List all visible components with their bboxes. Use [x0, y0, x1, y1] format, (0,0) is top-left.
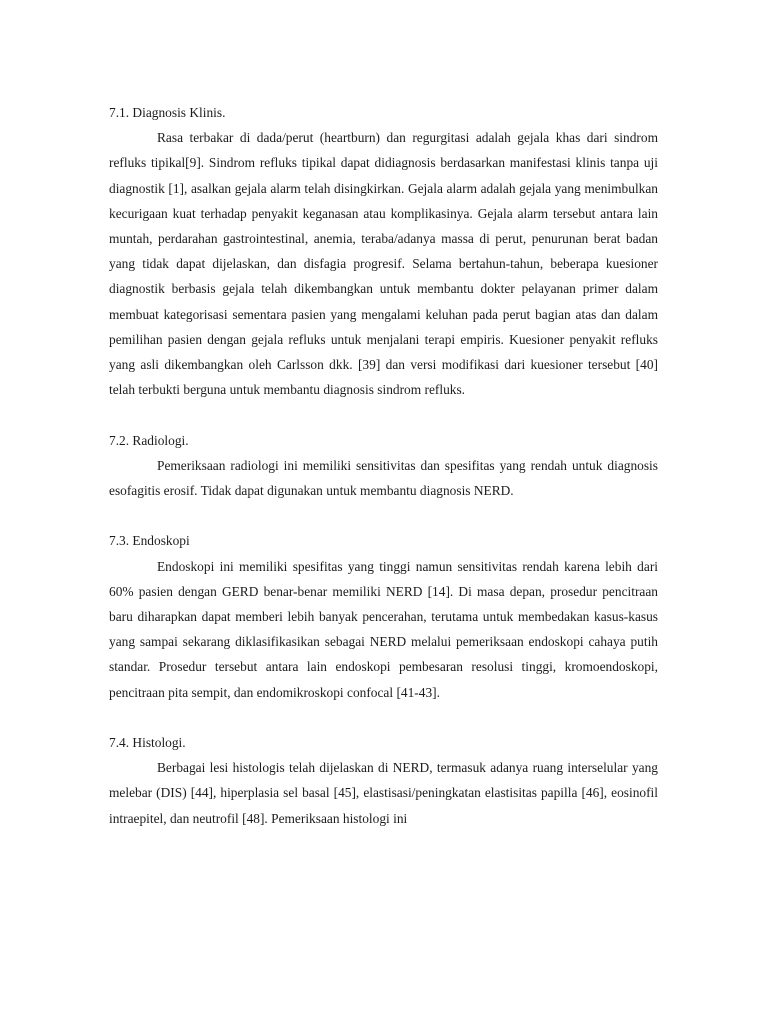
- section-paragraph: Berbagai lesi histologis telah dijelaskan di NERD, termasuk adanya ruang interselular yang melebar (DIS) [44], hiperplasia sel basal [45], elastisasi/peningkatan elastisitas papilla [46], eosinofil intraepitel, dan neutrofil [48]. Pemeriksaan histologi ini: [109, 760, 658, 826]
- section-heading: 7.4. Histologi.: [109, 735, 186, 751]
- section-histologi: [109, 730, 658, 831]
- section-paragraph: Rasa terbakar di dada/perut (heartburn) dan regurgitasi adalah gejala khas dari sindrom refluks tipikal[9]. Sindrom refluks tipikal dapat didiagnosis berdasarkan manifestasi klinis tanpa uji diagnostik [1], asalkan gejala alarm telah disingkirkan. Gejala alarm adalah gejala yang menimbulkan kecurigaan kuat terhadap penyakit keganasan atau komplikasinya. Gejala alarm tersebut antara lain muntah, perdarahan gastrointestinal, anemia, teraba/adanya massa di perut, penurunan berat badan yang tidak dapat dijelaskan, dan disfagia progresif. Selama bertahun-tahun, beberapa kuesioner diagnostik berbasis gejala telah dikembangkan untuk membantu dokter pelayanan primer dalam membuat kategorisasi sementara pasien yang mengalami keluhan pada perut bagian atas dan dalam pemilihan pasien dengan gejala refluks untuk menjalani terapi empiris. Kuesioner penyakit refluks yang asli dikembangkan oleh Carlsson dkk. [39] dan versi modifikasi dari kuesioner tersebut [40] telah terbukti berguna untuk membantu diagnosis sindrom refluks.: [109, 130, 658, 398]
- section-radiologi: [109, 428, 658, 504]
- section-heading: 7.2. Radiologi.: [109, 432, 189, 448]
- section-paragraph: Pemeriksaan radiologi ini memiliki sensitivitas dan spesifitas yang rendah untuk diagnosis esofagitis erosif. Tidak dapat digunakan untuk membantu diagnosis NERD.: [109, 457, 658, 499]
- section-endoskopi: [109, 528, 658, 704]
- document-page: [109, 100, 658, 831]
- section-paragraph: Endoskopi ini memiliki spesifitas yang tinggi namun sensitivitas rendah karena lebih dari 60% pasien dengan GERD benar-benar memiliki NERD [14]. Di masa depan, prosedur pencitraan baru diharapkan dapat memberi lebih banyak pencerahan, terutama untuk membedakan kasus-kasus yang sampai sekarang diklasifikasikan sebagai NERD melalui pemeriksaan endoskopi cahaya putih standar. Prosedur tersebut antara lain endoskopi pembesaran resolusi tinggi, kromoendoskopi, pencitraan pita sempit, dan endomikroskopi confocal [41-43].: [109, 558, 658, 700]
- section-heading: 7.3. Endoskopi: [109, 533, 190, 549]
- section-diagnosis-klinis: [109, 100, 658, 402]
- section-heading: 7.1. Diagnosis Klinis.: [109, 105, 226, 120]
